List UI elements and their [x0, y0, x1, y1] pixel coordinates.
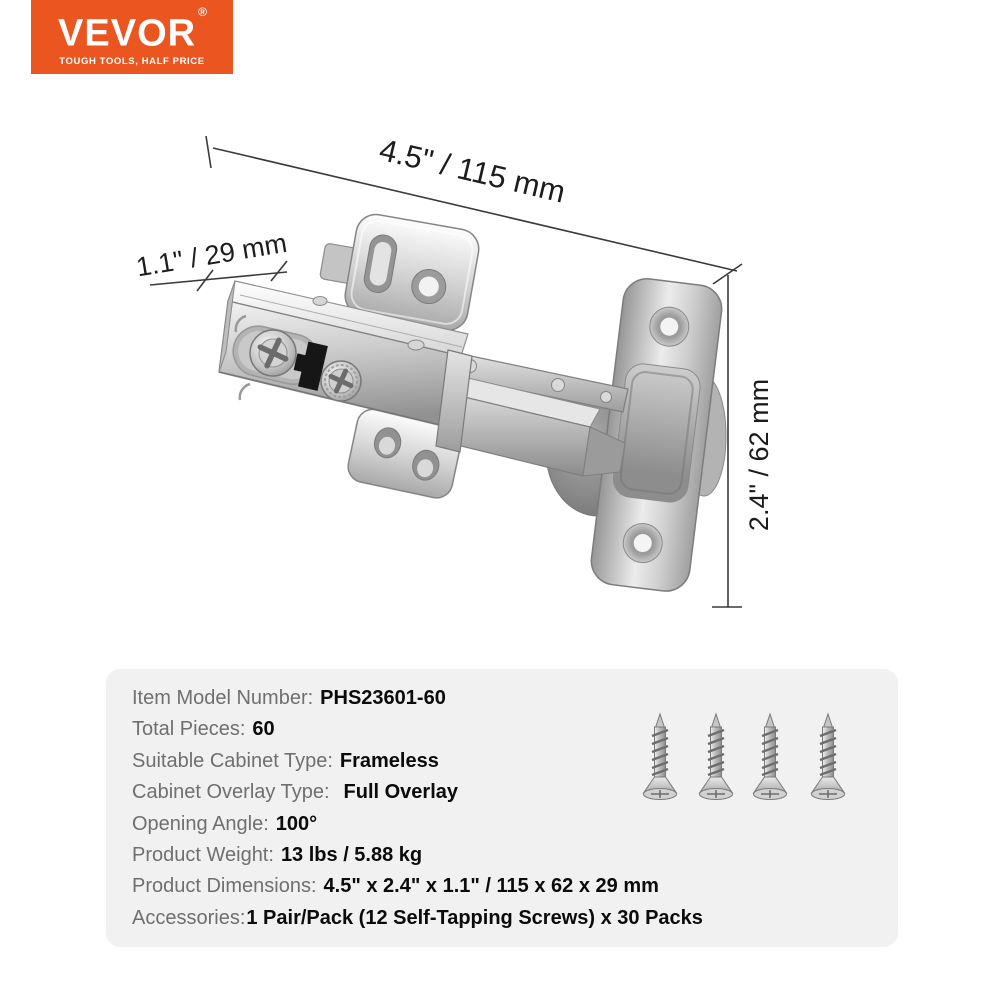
spec-row-opening-angle: [132, 809, 898, 840]
spec-label: Cabinet Overlay Type:: [132, 781, 330, 804]
plate-recess: [611, 362, 702, 504]
spec-label: Suitable Cabinet Type:: [132, 749, 333, 772]
spec-row-dimensions: [132, 871, 898, 902]
spec-value: 1 Pair/Pack (12 Self-Tapping Screws) x 30 Packs: [246, 906, 703, 929]
spec-value: Frameless: [339, 749, 439, 772]
screw-3: [754, 714, 787, 800]
spec-row-accessories: [132, 903, 898, 934]
spec-value: Full Overlay: [343, 781, 459, 804]
adjustment-screw-2: [321, 361, 361, 401]
screws-image: [634, 711, 848, 806]
spec-label: Total Pieces:: [132, 718, 246, 741]
spec-value: 4.5" x 2.4" x 1.1" / 115 x 62 x 29 mm: [323, 875, 659, 898]
brand-tagline: TOUGH TOOLS, HALF PRICE: [59, 55, 205, 67]
spec-label: Item Model Number:: [132, 687, 314, 709]
width-dimension-label: 4.5" / 115 mm: [376, 131, 569, 210]
spec-value: PHS23601-60: [320, 687, 446, 709]
hinge-photo: [219, 206, 726, 593]
registered-mark: ®: [198, 5, 208, 20]
screw-4: [812, 714, 845, 800]
spec-value: 13 lbs / 5.88 kg: [280, 844, 423, 867]
adjustment-screw-1: [250, 330, 296, 376]
depth-dimension-label: 1.1" / 29 mm: [134, 227, 290, 283]
brand-name: VEVOR: [58, 12, 197, 55]
spec-row-model: [132, 683, 898, 714]
width-dimension-tick-left: [206, 136, 211, 168]
spec-value: 100°: [275, 812, 318, 835]
height-dimension-label: 2.4" / 62 mm: [744, 378, 774, 532]
spec-label: Accessories:: [132, 906, 246, 929]
screw-1: [644, 714, 677, 800]
mounting-plate: [589, 276, 725, 594]
spec-label: Product Dimensions:: [132, 875, 317, 898]
spec-label: Product Weight:: [132, 844, 274, 867]
specs-panel: [106, 669, 898, 947]
spec-label: Opening Angle:: [132, 812, 269, 835]
screw-2: [700, 714, 733, 800]
spec-value: 60: [252, 718, 275, 741]
depth-dimension-tick-right: [271, 261, 287, 281]
spec-row-weight: [132, 840, 898, 871]
